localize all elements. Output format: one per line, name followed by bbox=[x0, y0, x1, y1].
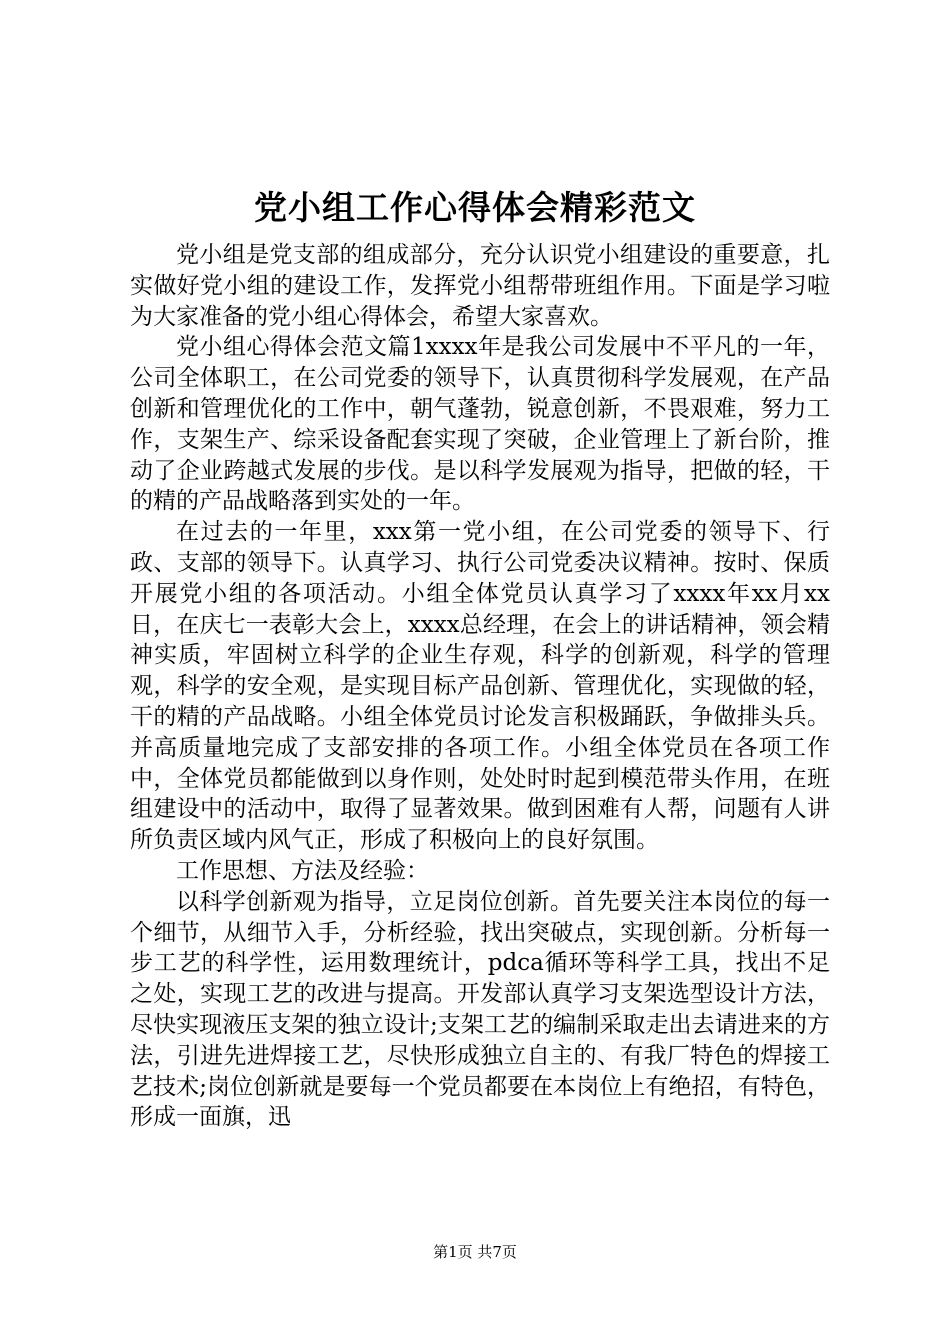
document-title: 党小组工作心得体会精彩范文 bbox=[254, 188, 696, 227]
document-body bbox=[130, 240, 830, 1133]
page-footer: 第1页 共7页 bbox=[433, 1243, 517, 1261]
paragraph-past-year: 在过去的一年里，xxx第一党小组，在公司党委的领导下、行政、支部的领导下。认真学习、执行公司党委决议精神。按时、保质开展党小组的各项活动。小组全体党员认真学习了xxxx年xx月xx日，在庆七一表彰大会上，xxxx总经理，在会上的讲话精神，领会精神实质，牢固树立科学的企业生存观，科学的创新观，科学的管理观，科学的安全观，是实现目标产品创新、管理优化，实现做的轻，干的精的产品战略。小组全体党员讨论发言积极踊跃，争做排头兵。并高质量地完成了支部安排的各项工作。小组全体党员在各项工作中，全体党员都能做到以身作则，处处时时起到模范带头作用，在班组建设中的活动中，取得了显著效果。做到困难有人帮，问题有人讲所负责区域内风气正，形成了积极向上的良好氛围。 bbox=[130, 519, 830, 854]
paragraph-sample-1: 党小组心得体会范文篇1xxxx年是我公司发展中不平凡的一年，公司全体职工，在公司党委的领导下，认真贯彻科学发展观，在产品创新和管理优化的工作中，朝气蓬勃，锐意创新，不畏艰难，努力工作，支架生产、综采设备配套实现了突破，企业管理上了新台阶，推动了企业跨越式发展的步伐。是以科学发展观为指导，把做的轻，干的精的产品战略落到实处的一年。 bbox=[130, 334, 830, 515]
paragraph-intro: 党小组是党支部的组成部分，充分认识党小组建设的重要意，扎实做好党小组的建设工作，发挥党小组帮带班组作用。下面是学习啦为大家准备的党小组心得体会，希望大家喜欢。 bbox=[130, 242, 830, 330]
paragraph-heading-methods: 工作思想、方法及经验： bbox=[176, 857, 429, 884]
paragraph-innovation: 以科学创新观为指导，立足岗位创新。首先要关注本岗位的每一个细节，从细节入手，分析经验，找出突破点，实现创新。分析每一步工艺的科学性，运用数理统计，pdca循环等科学工具，找出不足之处，实现工艺的改进与提高。开发部认真学习支架选型设计方法，尽快实现液压支架的独立设计;支架工艺的编制采取走出去请进来的方法，引进先进焊接工艺，尽快形成独立自主的、有我厂特色的焊接工艺技术;岗位创新就是要每一个党员都要在本岗位上有绝招，有特色，形成一面旗，迅 bbox=[130, 888, 830, 1131]
